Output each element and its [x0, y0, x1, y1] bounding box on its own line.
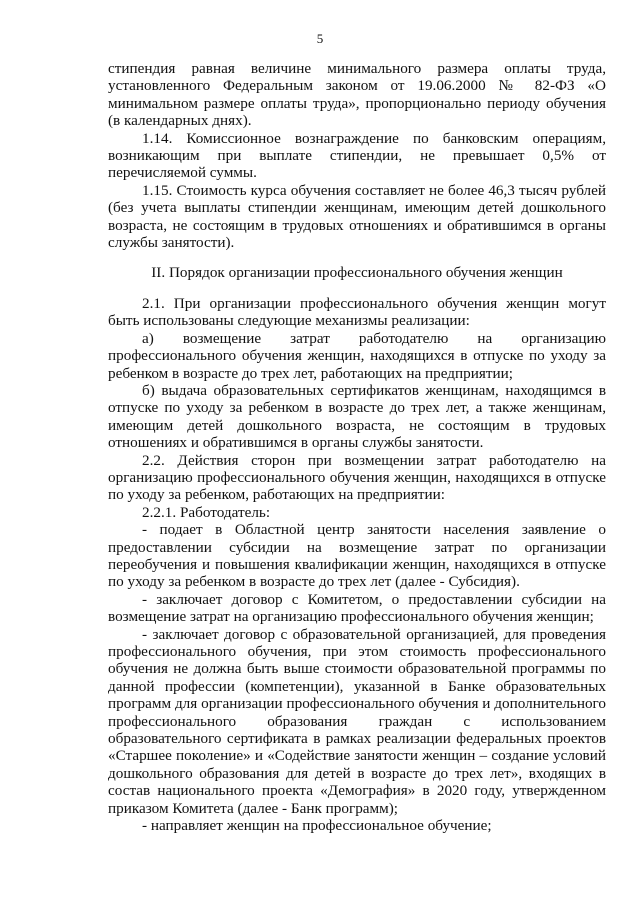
section-heading-ii: II. Порядок организации профессионального обучения женщин: [151, 264, 563, 282]
paragraph-1-14: 1.14. Комиссионное вознаграждение по банковским операциям, возникающим при выплате стипендии, не превышает 0,5% от перечисляемой суммы.: [108, 129, 606, 182]
paragraph-2-1-b: б) выдача образовательных сертификатов женщинам, находящимся в отпуске по уходу за ребенком в возрасте до трех лет, а также женщинам, имеющим детей дошкольного возраста, не состоящим в трудовых отношениях и обратившимся в органы службы занятости.: [108, 381, 606, 452]
paragraph-1-15: 1.15. Стоимость курса обучения составляет не более 46,3 тысяч рублей (без учета выплаты стипендии женщинам, имеющим детей дошкольного возраста, не состоящим в трудовых отношениях и обратившимся в органы службы занятости).: [108, 181, 606, 252]
paragraph-stipend-continuation: стипендия равная величине минимального размера оплаты труда, установленного Федеральным законом от 19.06.2000 № 82-ФЗ «О минимальном размере оплаты труда», пропорционально периоду обучения (в календарных днях).: [108, 60, 606, 130]
paragraph-2-2: 2.2. Действия сторон при возмещении затрат работодателю на организацию профессионального обучения женщин, находящихся в отпуске по уходу за ребенком, работающих на предприятии:: [108, 451, 606, 504]
page-number: 5: [316, 31, 324, 46]
paragraph-2-1-a: а) возмещение затрат работодателю на организацию профессионального обучения женщин, находящихся в отпуске по уходу за ребенком в возрасте до трех лет, работающих на предприятии;: [108, 329, 606, 382]
list-item-submit-application: - подает в Областной центр занятости населения заявление о предоставлении субсидии на возмещение затрат по организации переобучения и повышения квалификации женщин, находящихся в отпуске по уходу за ребенком в возрасте до трех лет (далее - Субсидия).: [108, 521, 606, 591]
document-body: [108, 60, 606, 834]
paragraph-2-2-1: 2.2.1. Работодатель:: [142, 503, 271, 521]
paragraph-2-1: 2.1. При организации профессионального обучения женщин могут быть использованы следующие механизмы реализации:: [108, 294, 606, 330]
list-item-send-to-training: - направляет женщин на профессиональное обучение;: [142, 817, 492, 835]
list-item-contract-committee: - заключает договор с Комитетом, о предоставлении субсидии на возмещение затрат на организацию профессионального обучения женщин;: [108, 590, 606, 626]
list-item-contract-education: - заключает договор с образовательной организацией, для проведения профессионального обучения, при этом стоимость профессионального обучения не должна быть выше стоимости образовательной программы по данной профессии (компетенции), указанной в Банке образовательных программ для организации профессионального обучения и дополнительного профессионального образования граждан с использованием образовательного сертификата в рамках реализации федеральных проектов «Старшее поколение» и «Содействие занятости женщин – создание условий дошкольного образования для детей в возрасте до трех лет», входящих в состав национального проекта «Демография» в 2020 году, утвержденном приказом Комитета (далее - Банк программ);: [108, 625, 606, 817]
